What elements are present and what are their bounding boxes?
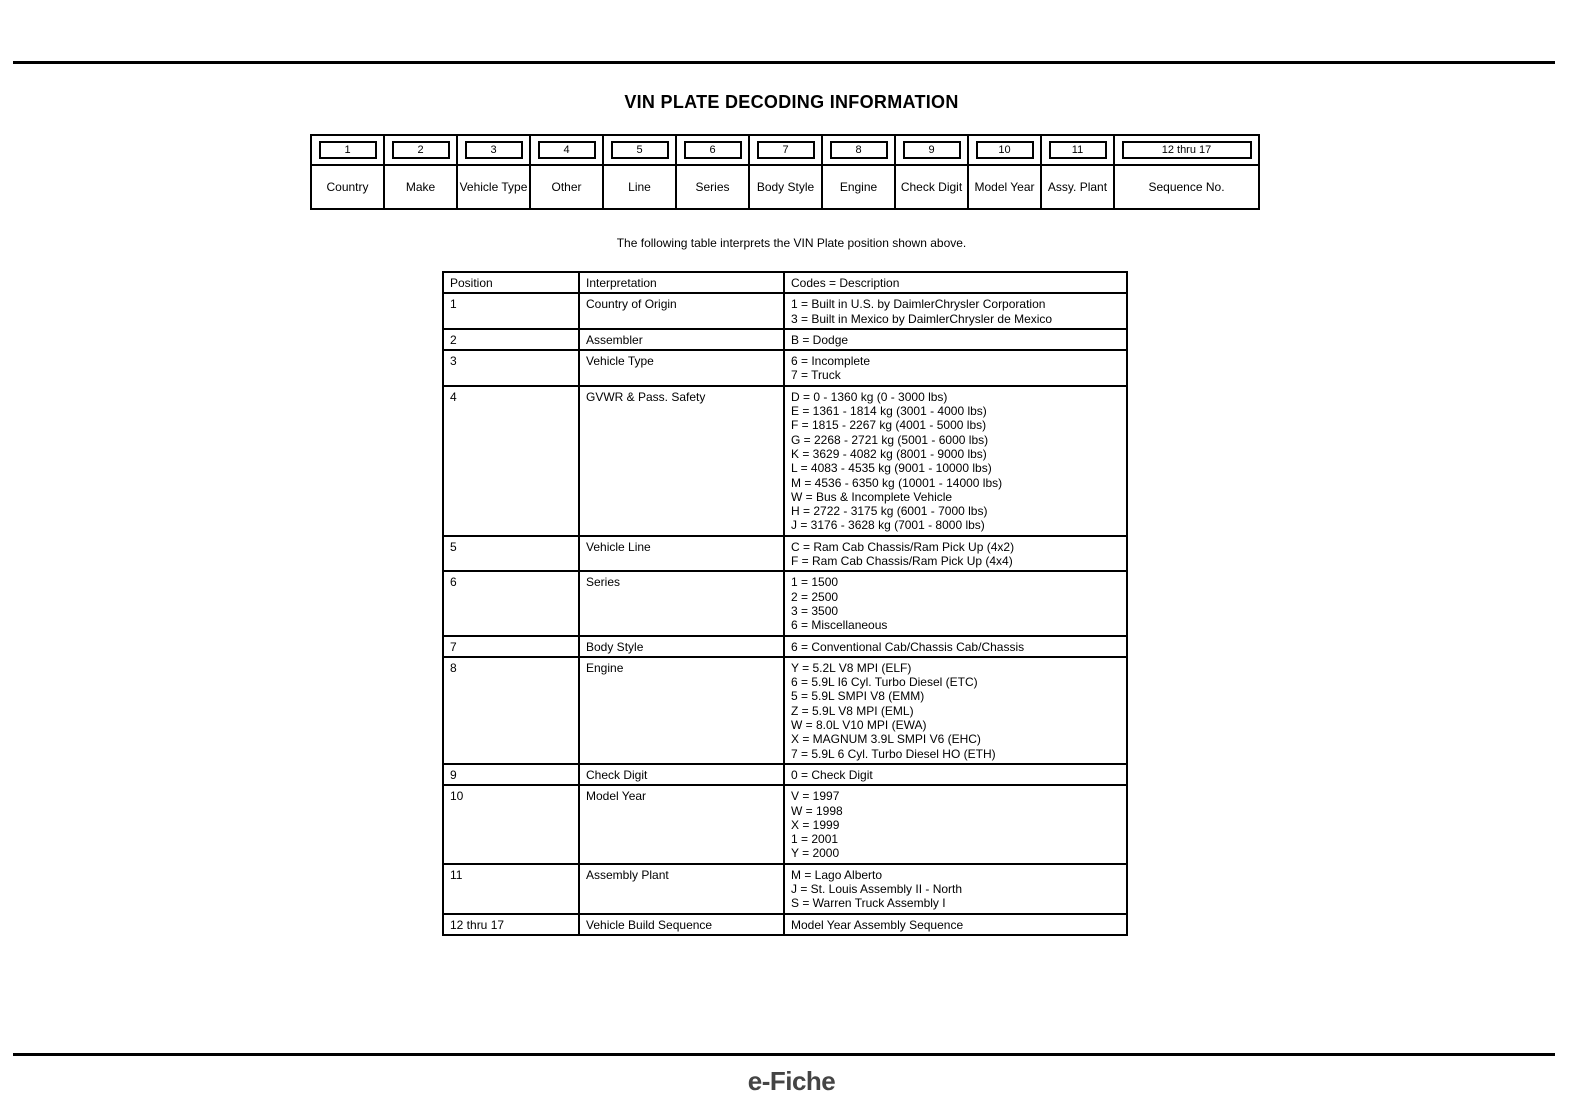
table-row — [443, 536, 1127, 572]
code-line: F = Ram Cab Chassis/Ram Pick Up (4x4) — [791, 554, 1013, 569]
codes-cell — [784, 785, 1127, 863]
vin-position-number: 9 — [903, 141, 961, 159]
vin-position-cell — [384, 135, 457, 165]
vin-position-cell — [968, 135, 1041, 165]
table-row — [443, 914, 1127, 935]
vin-position-cell — [530, 135, 603, 165]
code-line: 2 = 2500 — [791, 589, 839, 604]
vin-position-number: 3 — [465, 141, 523, 159]
vin-position-label: Engine — [822, 165, 895, 209]
intro-text: The following table interprets the VIN Plate position shown above. — [616, 236, 967, 250]
code-line: W = Bus & Incomplete Vehicle — [791, 489, 953, 504]
vin-position-label: Assy. Plant — [1041, 165, 1114, 209]
code-line: J = St. Louis Assembly II - North — [791, 881, 963, 896]
interpretation-cell: Check Digit — [579, 764, 784, 785]
position-cell: 6 — [443, 571, 579, 635]
interpretation-cell: Assembly Plant — [579, 864, 784, 914]
page-title: VIN PLATE DECODING INFORMATION — [624, 92, 959, 112]
code-line: Y = 2000 — [791, 846, 840, 861]
code-line: 1 = Built in U.S. by DaimlerChrysler Corporation — [791, 297, 1046, 312]
position-cell: 9 — [443, 764, 579, 785]
interpretation-cell: Model Year — [579, 785, 784, 863]
vin-position-cell — [603, 135, 676, 165]
vin-position-label: Other — [530, 165, 603, 209]
codes-cell — [784, 386, 1127, 536]
vin-position-label: Sequence No. — [1114, 165, 1259, 209]
vin-position-label: Series — [676, 165, 749, 209]
code-line: B = Dodge — [791, 332, 849, 347]
table-row — [443, 764, 1127, 785]
codes-cell — [784, 764, 1127, 785]
codes-cell — [784, 329, 1127, 350]
interpretation-cell: Body Style — [579, 636, 784, 657]
header-position: Position — [443, 272, 579, 293]
code-line: 7 = Truck — [791, 368, 841, 383]
code-line: Model Year Assembly Sequence — [791, 917, 964, 932]
table-row — [443, 657, 1127, 764]
code-line: 3 = 3500 — [791, 603, 839, 618]
codes-cell — [784, 293, 1127, 329]
code-line: M = 4536 - 6350 kg (10001 - 14000 lbs) — [791, 475, 1003, 490]
header-interpretation: Interpretation — [579, 272, 784, 293]
codes-cell — [784, 536, 1127, 572]
table-row — [443, 571, 1127, 635]
interpretation-cell: Engine — [579, 657, 784, 764]
code-line: Y = 5.2L V8 MPI (ELF) — [791, 660, 912, 675]
code-line: 6 = Conventional Cab/Chassis Cab/Chassis — [791, 639, 1025, 654]
vin-position-cell — [895, 135, 968, 165]
code-line: 1 = 1500 — [791, 575, 839, 590]
vin-position-label: Vehicle Type — [457, 165, 530, 209]
table-row — [443, 350, 1127, 386]
code-line: L = 4083 - 4535 kg (9001 - 10000 lbs) — [791, 461, 992, 476]
table-row — [443, 386, 1127, 536]
code-line: G = 2268 - 2721 kg (5001 - 6000 lbs) — [791, 432, 989, 447]
code-line: X = MAGNUM 3.9L SMPI V6 (EHC) — [791, 732, 981, 747]
codes-cell — [784, 914, 1127, 935]
vin-position-cell — [749, 135, 822, 165]
code-line: F = 1815 - 2267 kg (4001 - 5000 lbs) — [791, 418, 987, 433]
interpretation-cell: Country of Origin — [579, 293, 784, 329]
code-line: K = 3629 - 4082 kg (8001 - 9000 lbs) — [791, 446, 987, 461]
position-cell: 12 thru 17 — [443, 914, 579, 935]
code-line: C = Ram Cab Chassis/Ram Pick Up (4x2) — [791, 539, 1015, 554]
position-cell: 5 — [443, 536, 579, 572]
vin-position-number: 6 — [684, 141, 742, 159]
table-row — [443, 636, 1127, 657]
vin-position-cell — [822, 135, 895, 165]
codes-cell — [784, 636, 1127, 657]
vin-position-number: 10 — [976, 141, 1034, 159]
code-line: 1 = 2001 — [791, 832, 839, 847]
vin-position-number: 1 — [319, 141, 377, 159]
vin-position-label: Line — [603, 165, 676, 209]
interpretation-cell: Assembler — [579, 329, 784, 350]
interpretation-cell: GVWR & Pass. Safety — [579, 386, 784, 536]
code-line: 7 = 5.9L 6 Cyl. Turbo Diesel HO (ETH) — [791, 746, 996, 761]
vin-position-label: Check Digit — [895, 165, 968, 209]
codes-cell — [784, 864, 1127, 914]
table-row — [443, 329, 1127, 350]
decoding-table — [442, 271, 1128, 936]
vin-position-cell — [1114, 135, 1259, 165]
vin-position-number: 12 thru 17 — [1122, 141, 1252, 159]
vin-plate-diagram — [310, 134, 1260, 210]
vin-position-cell — [311, 135, 384, 165]
codes-cell — [784, 571, 1127, 635]
vin-position-number: 8 — [830, 141, 888, 159]
interpretation-cell: Vehicle Line — [579, 536, 784, 572]
header-codes: Codes = Description — [784, 272, 1127, 293]
code-line: S = Warren Truck Assembly I — [791, 896, 946, 911]
code-line: 0 = Check Digit — [791, 767, 873, 782]
position-cell: 1 — [443, 293, 579, 329]
efiche-logo: e-Fiche — [747, 1066, 836, 1096]
code-line: W = 8.0L V10 MPI (EWA) — [791, 718, 927, 733]
code-line: 3 = Built in Mexico by DaimlerChrysler de Mexico — [791, 311, 1053, 326]
code-line: M = Lago Alberto — [791, 867, 883, 882]
position-cell: 11 — [443, 864, 579, 914]
codes-cell — [784, 657, 1127, 764]
table-row — [443, 785, 1127, 863]
table-header-row — [443, 272, 1127, 293]
code-line: 6 = 5.9L I6 Cyl. Turbo Diesel (ETC) — [791, 675, 978, 690]
position-cell: 4 — [443, 386, 579, 536]
vin-position-number: 11 — [1049, 141, 1107, 159]
vin-position-label: Body Style — [749, 165, 822, 209]
position-cell: 8 — [443, 657, 579, 764]
vin-position-cell — [457, 135, 530, 165]
code-line: W = 1998 — [791, 803, 843, 818]
position-cell: 3 — [443, 350, 579, 386]
vin-position-cell — [1041, 135, 1114, 165]
vin-position-number: 5 — [611, 141, 669, 159]
code-line: 5 = 5.9L SMPI V8 (EMM) — [791, 689, 925, 704]
code-line: X = 1999 — [791, 817, 840, 832]
interpretation-cell: Vehicle Build Sequence — [579, 914, 784, 935]
codes-cell — [784, 350, 1127, 386]
code-line: 6 = Incomplete — [791, 354, 871, 369]
vin-position-label: Model Year — [968, 165, 1041, 209]
code-line: Z = 5.9L V8 MPI (EML) — [791, 703, 914, 718]
code-line: H = 2722 - 3175 kg (6001 - 7000 lbs) — [791, 504, 988, 519]
code-line: 6 = Miscellaneous — [791, 618, 888, 633]
code-line: V = 1997 — [791, 789, 840, 804]
code-line: D = 0 - 1360 kg (0 - 3000 lbs) — [791, 389, 948, 404]
position-cell: 2 — [443, 329, 579, 350]
top-divider — [13, 61, 1555, 64]
position-cell: 10 — [443, 785, 579, 863]
vin-position-label: Country — [311, 165, 384, 209]
vin-position-number: 7 — [757, 141, 815, 159]
vin-position-label: Make — [384, 165, 457, 209]
vin-position-number: 4 — [538, 141, 596, 159]
code-line: E = 1361 - 1814 kg (3001 - 4000 lbs) — [791, 404, 987, 419]
table-row — [443, 864, 1127, 914]
vin-position-number: 2 — [392, 141, 450, 159]
table-row — [443, 293, 1127, 329]
code-line: J = 3176 - 3628 kg (7001 - 8000 lbs) — [791, 518, 985, 533]
interpretation-cell: Series — [579, 571, 784, 635]
position-cell: 7 — [443, 636, 579, 657]
interpretation-cell: Vehicle Type — [579, 350, 784, 386]
vin-position-cell — [676, 135, 749, 165]
bottom-divider — [13, 1053, 1555, 1056]
